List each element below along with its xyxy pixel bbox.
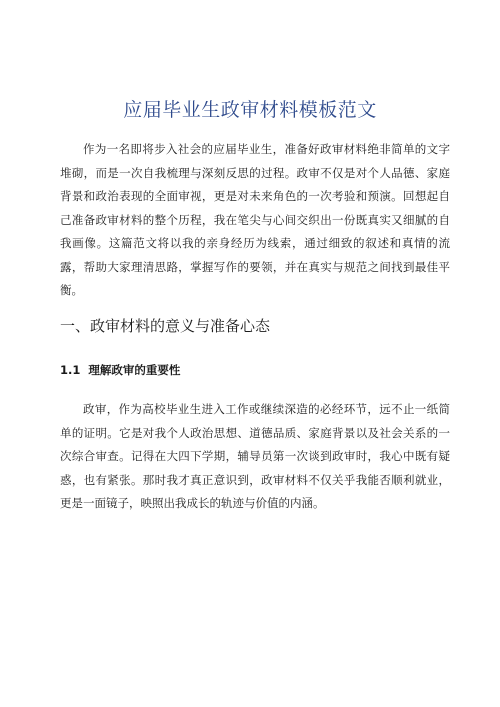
- subsection-heading: [60, 362, 180, 378]
- subsection-body-paragraph: 政审，作为高校毕业生进入工作或继续深造的必经环节，远不止一纸简单的证明。它是对我个人政治思想、道德品质、家庭背景以及社会关系的一次综合审查。记得在大四下学期，辅导员第一次谈到政审时，我心中既有疑惑，也有紧张。那时我才真正意识到，政审材料不仅关乎我能否顺利就业，更是一面镜子，映照出我成长的轨迹与价值的内涵。: [60, 402, 450, 510]
- document-title: 应届毕业生政审材料模板范文: [123, 99, 377, 121]
- section-heading: 一、政审材料的意义与准备心态: [60, 317, 271, 335]
- subsection-number: 1.1: [60, 363, 81, 377]
- subsection-title: 理解政审的重要性: [88, 363, 181, 377]
- intro-paragraph: 作为一名即将步入社会的应届毕业生，准备好政审材料绝非简单的文字堆砌，而是一次自我梳理与深刻反思的过程。政审不仅是对个人品德、家庭背景和政治表现的全面审视，更是对未来角色的一次考验和预演。回想起自己准备政审材料的整个历程，我在笔尖与心间交织出一份既真实又细腻的自我画像。这篇范文将以我的亲身经历为线索，通过细致的叙述和真情的流露，帮助大家理清思路，掌握写作的要领，并在真实与规范之间找到最佳平衡。: [60, 142, 450, 297]
